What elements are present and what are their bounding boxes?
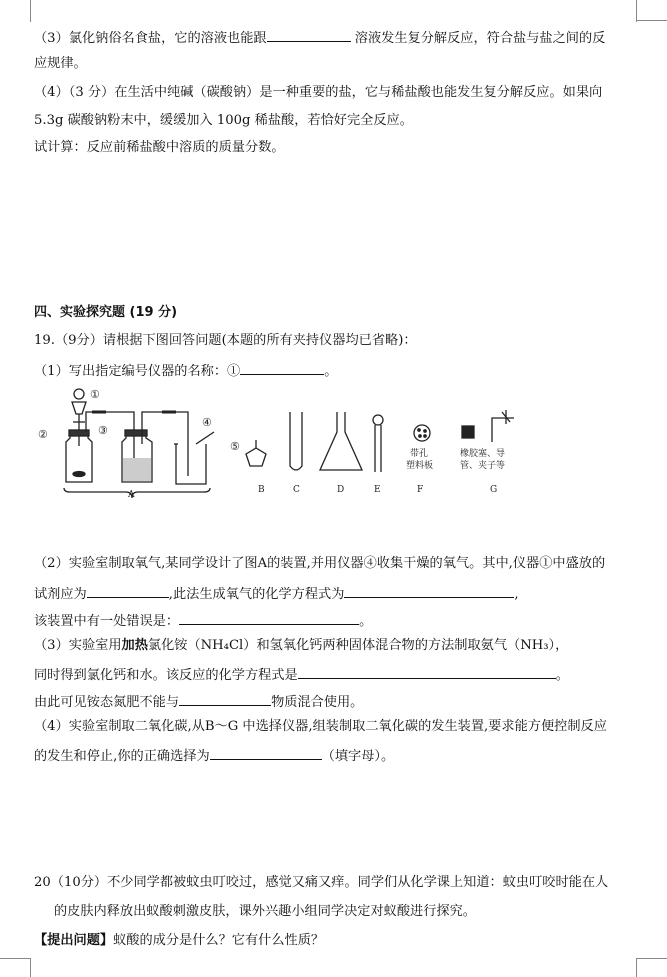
q19-part4-line1: （4）实验室制取二氧化碳,从B～G 中选择仪器,组装制取二氧化碳的发生装置,要求能方便控制反应 — [34, 719, 607, 734]
perforated-plate — [414, 425, 430, 441]
q18-part4-line2: 5.3g 碳酸钠粉末中，缓缓加入 100g 稀盐酸，若恰好完全反应。 — [34, 113, 413, 128]
q18-part3-line1: （3）氯化钠俗名食盐，它的溶液也能跟 溶液发生复分解反应，符合盐与盐之间的反 — [34, 27, 605, 48]
q19-part2-line3: 该装置中有一处错误是： 。 — [34, 610, 372, 631]
apparatus-figure — [34, 388, 564, 500]
label-A: A — [128, 490, 135, 500]
label-G-line2: 管、夹子等 — [460, 461, 506, 471]
label-G: G — [490, 485, 498, 495]
answer-blank[interactable] — [179, 691, 271, 706]
brace-A — [64, 488, 210, 498]
num-1: ① — [90, 388, 100, 401]
answer-blank[interactable] — [179, 610, 359, 625]
crop-mark — [636, 958, 637, 977]
num-3: ③ — [98, 424, 108, 437]
label-G-line1: 橡胶塞、导 — [460, 449, 506, 459]
label-C: C — [293, 485, 300, 495]
question-label: 【提出问题】 — [34, 933, 114, 948]
crop-mark — [636, 0, 637, 22]
q19-part2-line2: 试剂应为 ,此法生成氧气的化学方程式为 , — [34, 583, 519, 604]
q19-part1: （1）写出指定编号仪器的名称：① 。 — [34, 360, 337, 381]
q19-part2-line1: （2）实验室制取氧气,某同学设计了图A的装置,并用仪器④收集干燥的氧气。其中,仪器①中盛放的 — [34, 556, 606, 571]
label-F-line2: 塑料板 — [406, 461, 434, 471]
q18-part3-line2: 应规律。 — [34, 56, 87, 71]
answer-blank[interactable] — [267, 27, 351, 42]
answer-blank[interactable] — [210, 745, 322, 760]
crop-mark — [30, 0, 31, 22]
conical-flask — [320, 412, 362, 470]
crop-mark — [0, 958, 30, 959]
answer-blank[interactable] — [298, 664, 556, 679]
section-title: 四、实验探究题 (19 分) — [34, 305, 178, 320]
q19-part3-line1: （3）实验室用加热氯化铵（NH₄Cl）和氢氧化钙两种固体混合物的方法制取氨气（NH₃）， — [34, 638, 569, 653]
q19-part4-line2: 的发生和停止,你的正确选择为 （填字母）。 — [34, 745, 394, 766]
label-F-line1: 带孔 — [410, 449, 429, 459]
answer-blank[interactable] — [240, 360, 324, 375]
label-E: E — [374, 485, 381, 495]
label-B: B — [258, 485, 265, 495]
item-B — [246, 448, 266, 466]
crop-mark — [636, 20, 667, 21]
q20-question: 【提出问题】蚁酸的成分是什么？它有什么性质？ — [34, 933, 325, 948]
q19-part3-line3: 由此可见铵态氮肥不能与 物质混合使用。 — [34, 691, 363, 712]
rubber-stopper — [462, 426, 474, 438]
q19-part3-line2: 同时得到氯化钙和水。该反应的化学方程式是 。 — [34, 664, 569, 685]
label-D: D — [337, 485, 345, 495]
separatory-funnel — [72, 402, 86, 414]
crop-mark — [636, 958, 667, 959]
test-tube — [290, 412, 302, 470]
q19-intro: 19.（9分）请根据下图回答问题(本题的所有夹持仪器均已省略)： — [34, 333, 417, 348]
beaker — [176, 444, 206, 484]
crop-mark — [30, 958, 31, 977]
q18-part4-line1: （4）（3 分）在生活中纯碱（碳酸钠）是一种重要的盐，它与稀盐酸也能发生复分解反应。如果向 — [34, 85, 603, 100]
answer-blank[interactable] — [87, 583, 169, 598]
q20-line2: 的皮肤内释放出蚁酸刺激皮肤，课外兴趣小组同学决定对蚁酸进行探究。 — [54, 904, 476, 919]
q20-line1: 20（10分）不少同学都被蚊虫叮咬过，感觉又痛又痒。同学们从化学课上知道：蚊虫叮咬时能在人 — [34, 875, 609, 890]
q18-part4-line3: 试计算：反应前稀盐酸中溶质的质量分数。 — [34, 140, 285, 155]
label-F: F — [417, 485, 424, 495]
num-2: ② — [38, 428, 48, 441]
answer-blank[interactable] — [344, 583, 514, 598]
num-5: ⑤ — [230, 440, 240, 453]
num-4: ④ — [202, 416, 212, 429]
